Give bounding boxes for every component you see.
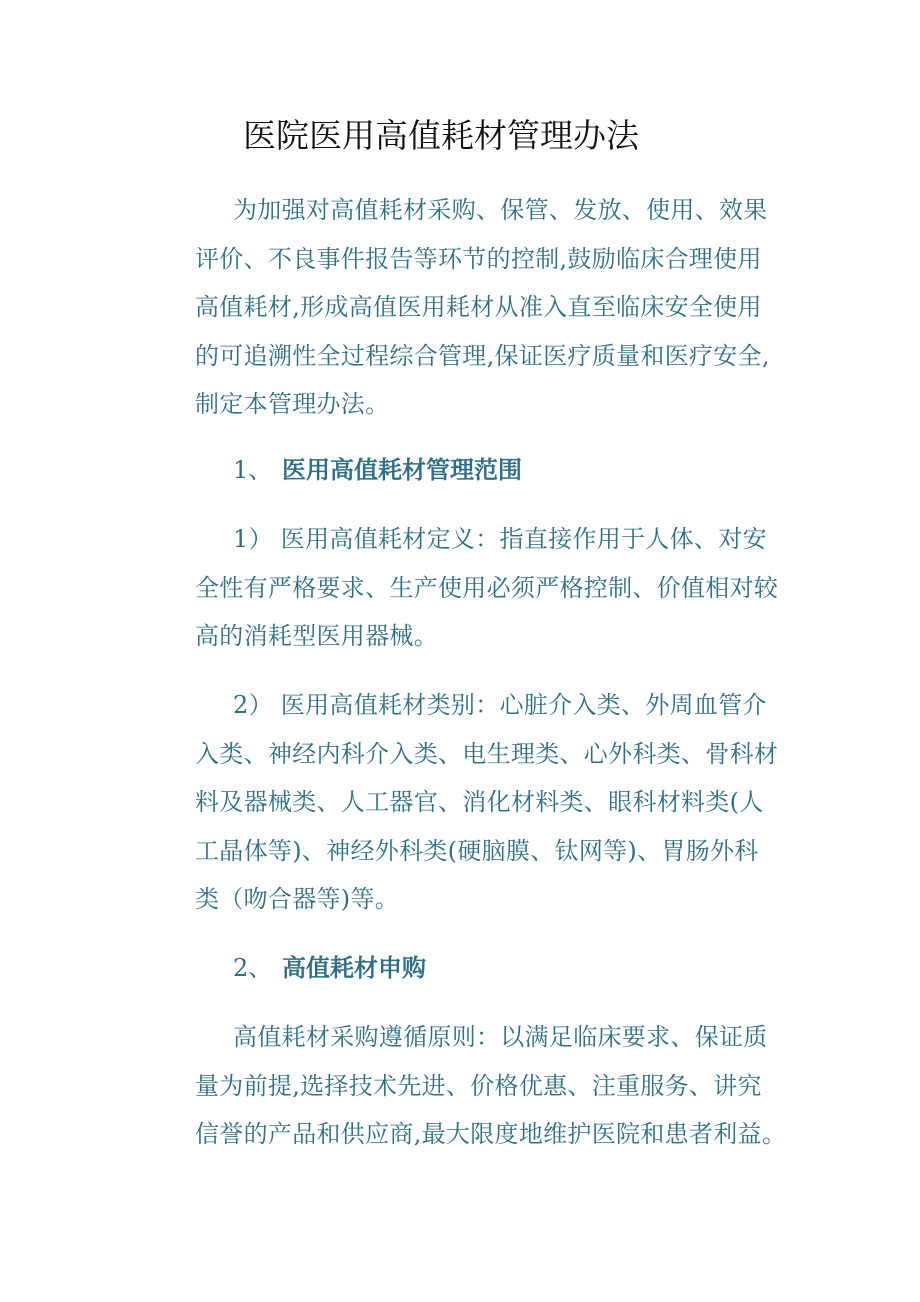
document-title: 医院医用高值耗材管理办法 <box>243 116 639 155</box>
paragraph-line: 2） 医用高值耗材类别：心脏介入类、外周血管介 <box>233 691 767 719</box>
paragraph-line: 高值耗材,形成高值医用耗材从准入直至临床安全使用 <box>195 293 762 321</box>
paragraph-line: 料及器械类、人工器官、消化材料类、眼科材料类(人 <box>195 788 764 816</box>
section-number: 2、 <box>233 954 273 982</box>
paragraph-line: 高的消耗型医用器械。 <box>195 622 438 650</box>
section-number: 1、 <box>233 456 273 484</box>
paragraph-line: 工晶体等)、神经外科类(硬脑膜、钛网等)、胃肠外科 <box>195 836 759 865</box>
paragraph-line: 制定本管理办法。 <box>195 390 390 418</box>
paragraph-line: 入类、神经内科介入类、电生理类、心外科类、骨科材 <box>195 739 779 768</box>
section-1-item-1 <box>195 515 795 661</box>
paragraph-line: 高值耗材采购遵循原则：以满足临床要求、保证质 <box>233 1023 768 1051</box>
paragraph-line: 全性有严格要求、生产使用必须严格控制、价值相对较 <box>195 573 779 602</box>
section-title: 高值耗材申购 <box>282 953 426 982</box>
section-2-paragraph <box>195 1013 795 1159</box>
section-1-heading <box>233 450 522 490</box>
section-2-heading <box>233 948 426 988</box>
paragraph-line: 信誉的产品和供应商,最大限度地维护医院和患者利益。 <box>195 1120 787 1148</box>
paragraph-line: 量为前提,选择技术先进、价格优惠、注重服务、讲究 <box>195 1071 762 1100</box>
paragraph-line: 1） 医用高值耗材定义：指直接作用于人体、对安 <box>233 525 767 553</box>
section-title: 医用高值耗材管理范围 <box>282 455 522 484</box>
paragraph-line: 的可追溯性全过程综合管理,保证医疗质量和医疗安全, <box>195 341 770 370</box>
intro-paragraph <box>195 186 795 429</box>
section-1-item-2 <box>195 681 795 924</box>
paragraph-line: 为加强对高值耗材采购、保管、发放、使用、效果 <box>233 196 768 224</box>
paragraph-line: 评价、不良事件报告等环节的控制,鼓励临床合理使用 <box>195 244 762 273</box>
paragraph-line: 类（吻合器等)等。 <box>195 885 400 913</box>
